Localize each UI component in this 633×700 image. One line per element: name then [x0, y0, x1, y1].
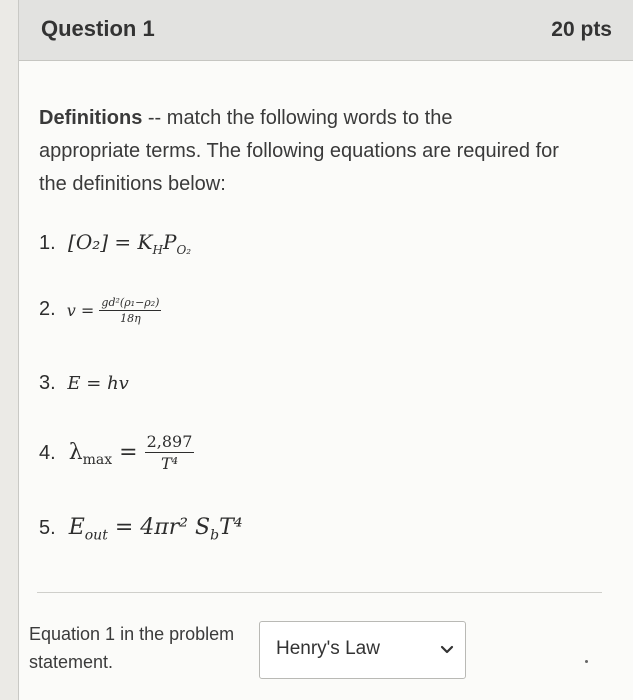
equation-equals: =	[112, 440, 145, 465]
match-item-label: Equation 1 in the problem statement.	[29, 624, 235, 672]
fraction-numerator: 2,897	[146, 432, 193, 451]
decorative-dot	[585, 660, 588, 663]
fraction-denominator: 18η	[120, 312, 141, 325]
equation-k: K	[137, 230, 153, 254]
match-select-dropdown[interactable]	[259, 621, 466, 679]
prompt-text: -- match the following words to the appropriate terms. The following equations are required for the definitions below:	[39, 107, 559, 195]
equation-tail: T⁴	[219, 515, 243, 540]
equation-fraction	[145, 432, 195, 473]
equation-number: 1.	[39, 232, 56, 254]
question-card	[18, 0, 633, 700]
equation-p-sub: O₂	[176, 243, 192, 257]
question-title: Question 1	[41, 16, 155, 41]
equation-1	[39, 230, 191, 257]
equation-5	[39, 515, 243, 543]
divider	[37, 592, 602, 593]
equation-e: E	[68, 515, 85, 540]
equation-3	[39, 372, 129, 395]
fraction-denominator: T⁴	[160, 454, 179, 473]
equation-fraction	[99, 296, 161, 325]
equation-number: 2.	[39, 298, 56, 320]
equation-lambda-sub: max	[82, 451, 113, 468]
question-header	[19, 0, 633, 61]
question-points: 20 pts	[551, 18, 612, 41]
equation-number: 5.	[39, 517, 56, 539]
equation-4	[39, 432, 194, 473]
equation-p: P	[162, 230, 177, 254]
equation-e-sub: out	[84, 527, 108, 544]
chevron-down-icon	[439, 642, 455, 658]
equation-k-sub: H	[152, 243, 163, 257]
equation-s-sub: b	[210, 527, 220, 544]
equation-2	[39, 296, 161, 325]
question-prompt	[39, 102, 559, 201]
equation-number: 3.	[39, 372, 56, 394]
equation-rhs: = 4πr² S	[107, 515, 211, 540]
fraction-numerator: gd²(ρ₁−ρ₂)	[101, 296, 160, 309]
equation-expr: E = hv	[67, 373, 129, 394]
equation-number: 4.	[39, 441, 56, 464]
select-value: Henry's Law	[276, 638, 380, 659]
equation-lhs: v =	[66, 301, 100, 320]
equation-lambda: λ	[68, 440, 83, 465]
equation-lhs: [O₂] =	[68, 230, 138, 254]
prompt-bold: Definitions	[39, 107, 143, 129]
